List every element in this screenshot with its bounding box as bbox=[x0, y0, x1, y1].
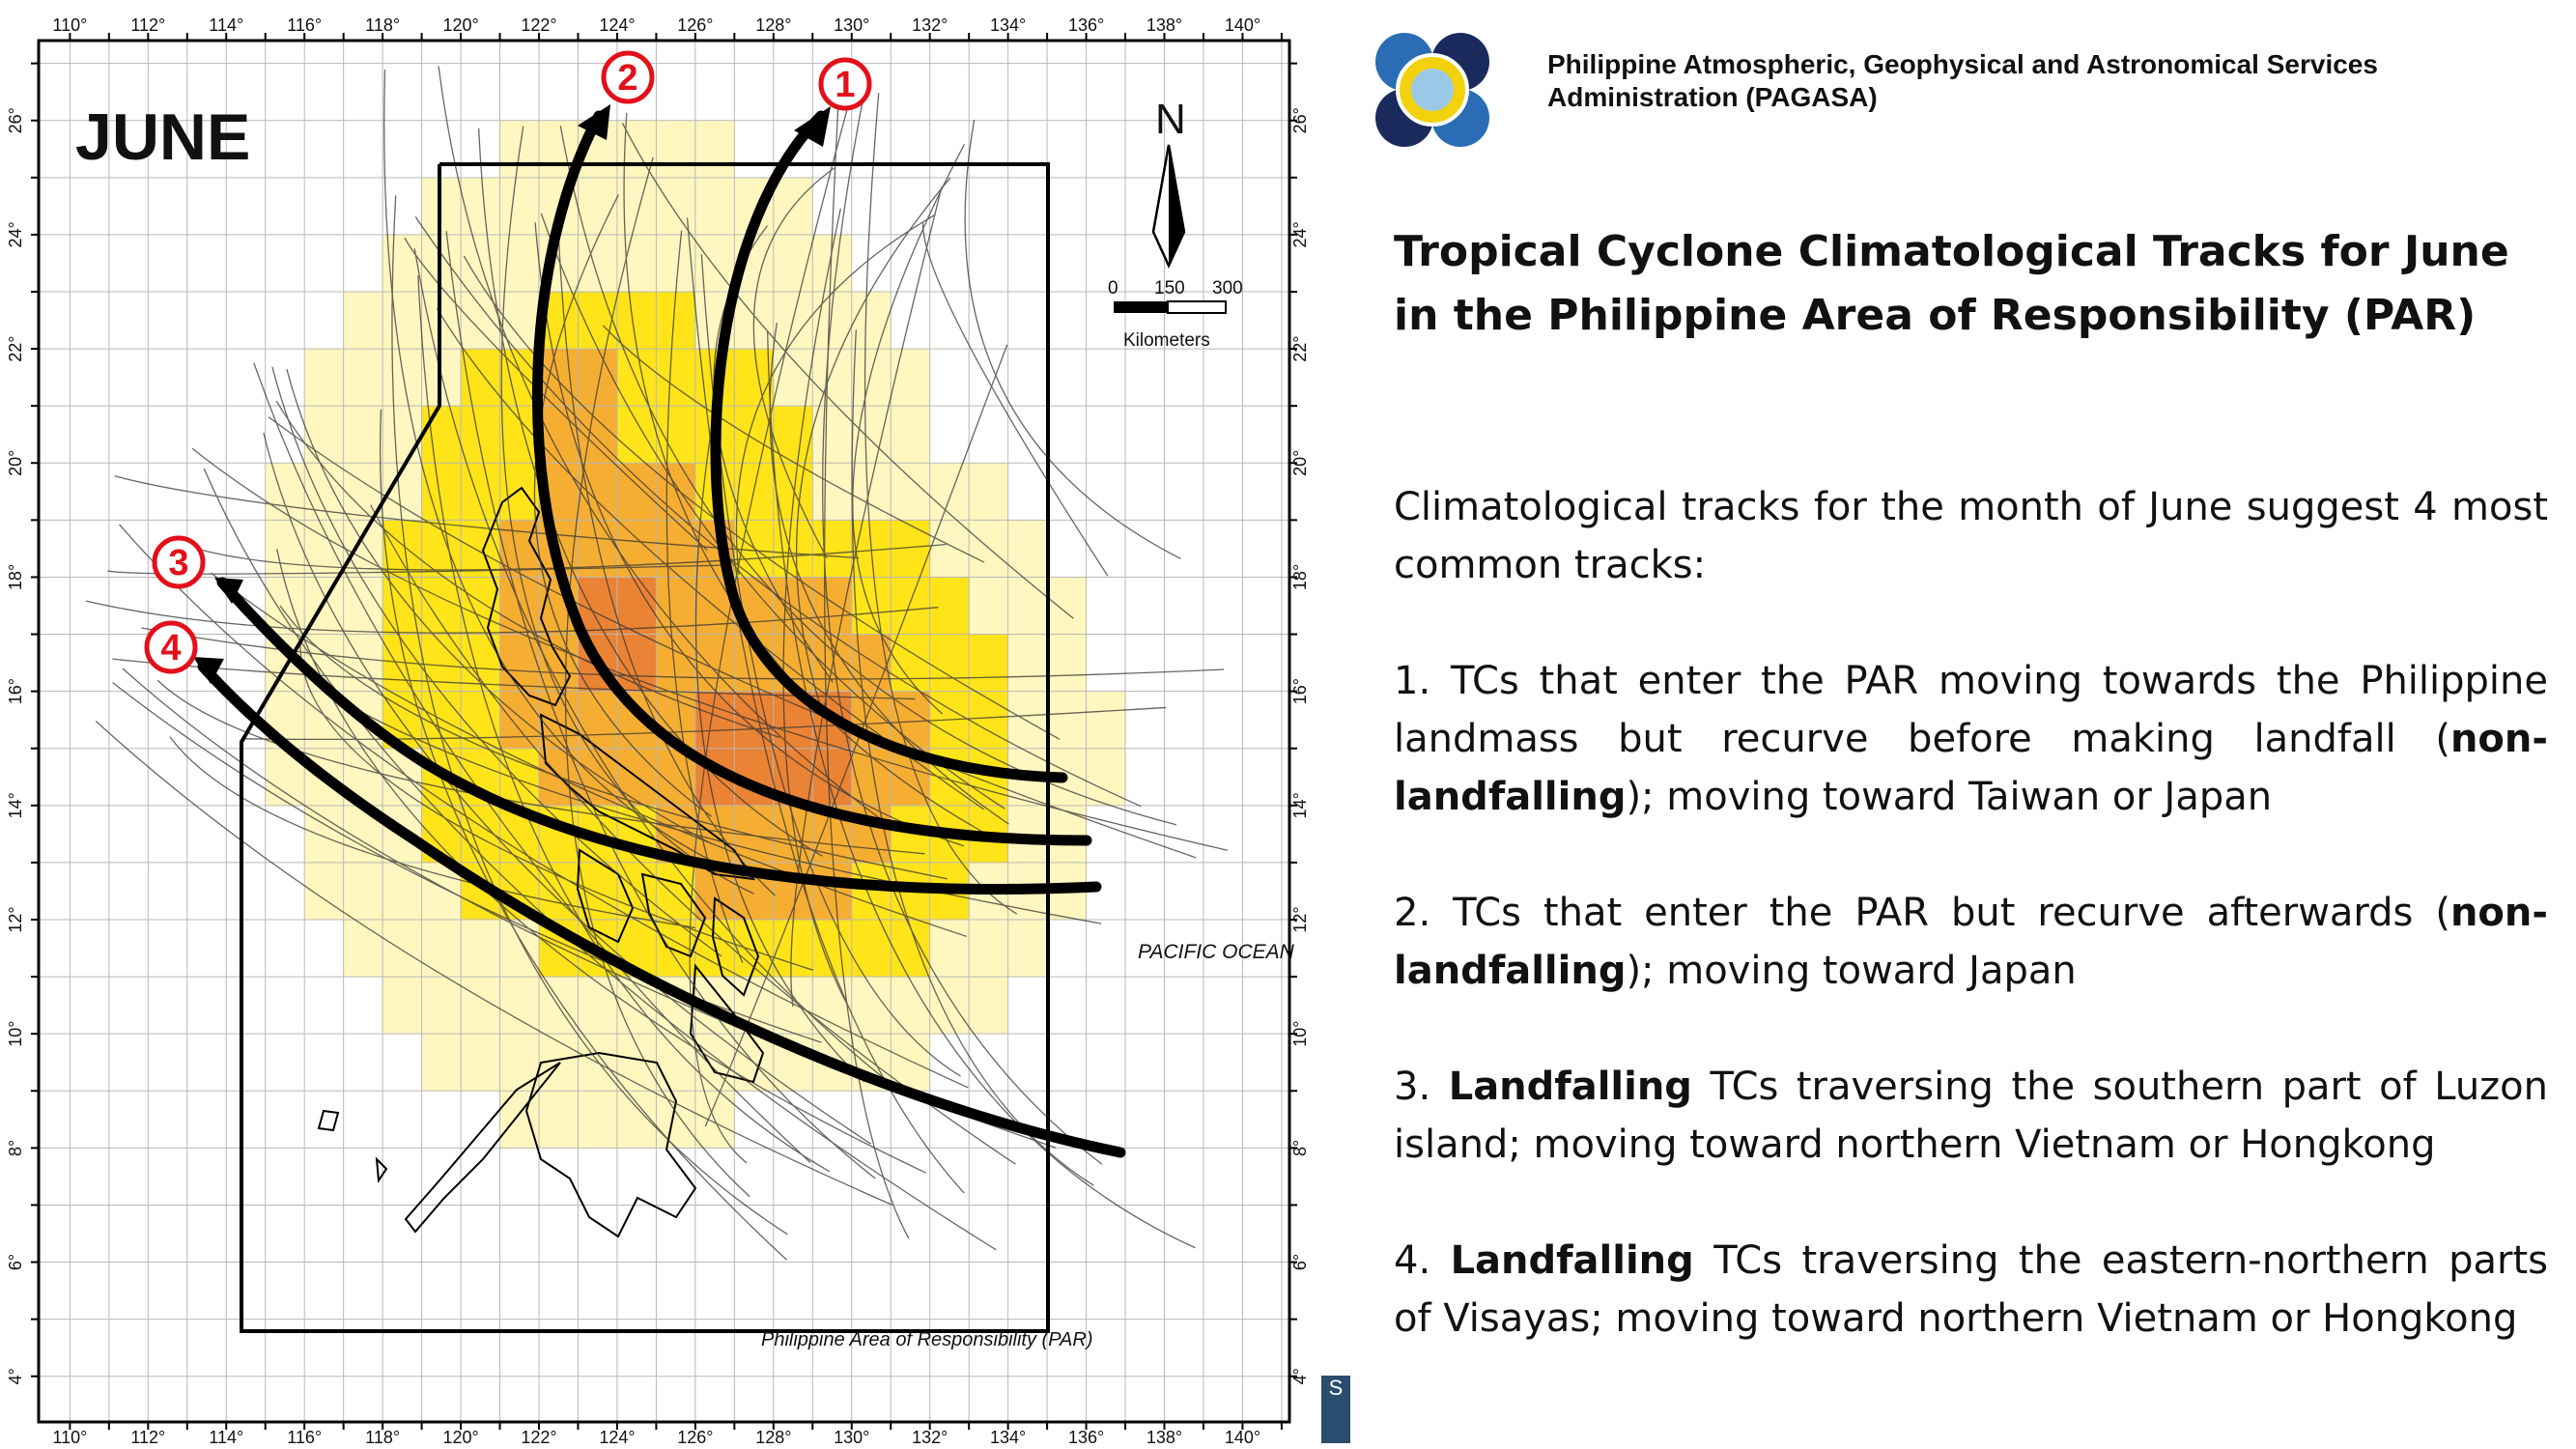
lon-tick-label: 126° bbox=[677, 15, 714, 35]
lon-tick-label: 138° bbox=[1146, 1428, 1183, 1447]
lat-tick-label: 14° bbox=[1290, 792, 1310, 819]
lat-tick-label: 22° bbox=[1290, 335, 1310, 362]
latitude-labels-left bbox=[6, 107, 25, 1384]
lon-tick-label: 136° bbox=[1067, 1428, 1105, 1447]
lat-tick-label: 12° bbox=[6, 906, 25, 933]
lon-tick-label: 134° bbox=[990, 1428, 1027, 1447]
lon-tick-label: 122° bbox=[521, 15, 557, 35]
lon-tick-label: 112° bbox=[130, 1428, 166, 1447]
svg-text:300: 300 bbox=[1212, 278, 1243, 298]
lat-tick-label: 16° bbox=[1290, 678, 1310, 705]
lat-tick-label: 24° bbox=[6, 221, 25, 248]
lon-tick-label: 118° bbox=[365, 1428, 401, 1447]
lat-tick-label: 16° bbox=[6, 678, 25, 705]
lon-tick-label: 110° bbox=[52, 1428, 88, 1447]
lon-tick-label: 126° bbox=[677, 1428, 714, 1447]
lon-tick-label: 130° bbox=[834, 15, 870, 35]
track-description-3: 3. Landfalling TCs traversing the southern part of Luzon island; moving toward northern Vietnam or Hongkong bbox=[1394, 1065, 2548, 1167]
svg-text:2: 2 bbox=[617, 58, 638, 99]
svg-text:1: 1 bbox=[835, 65, 856, 105]
track-description-2: 2. TCs that enter the PAR but recurve afterwards (non-landfalling); moving toward Japan bbox=[1394, 891, 2548, 993]
track-description-1: 1. TCs that enter the PAR moving towards the Philippine landmass but recurve before making landfall (non-landfalling); moving toward Taiwan or Japan bbox=[1394, 659, 2548, 819]
lat-tick-label: 10° bbox=[1290, 1020, 1310, 1047]
slide-title-line-1: Tropical Cyclone Climatological Tracks for June bbox=[1394, 227, 2509, 276]
longitude-labels-bottom bbox=[52, 1428, 1260, 1447]
lat-tick-label: 26° bbox=[1290, 107, 1310, 134]
marker-2 bbox=[604, 53, 652, 101]
lat-tick-label: 12° bbox=[1290, 906, 1310, 933]
lat-tick-label: 6° bbox=[6, 1253, 25, 1271]
agency-header bbox=[1372, 29, 2550, 155]
lon-tick-label: 120° bbox=[442, 15, 479, 35]
lon-tick-label: 124° bbox=[599, 15, 636, 35]
lat-tick-label: 10° bbox=[6, 1020, 25, 1047]
lon-tick-label: 130° bbox=[834, 1428, 870, 1447]
par-label: Philippine Area of Responsibility (PAR) bbox=[761, 1329, 1093, 1350]
lon-tick-label: 116° bbox=[287, 15, 323, 35]
lon-tick-label: 132° bbox=[912, 15, 948, 35]
intro-paragraph: Climatological tracks for the month of June suggest 4 most common tracks: bbox=[1394, 485, 2548, 587]
lat-tick-label: 20° bbox=[6, 449, 25, 476]
lat-tick-label: 6° bbox=[1290, 1253, 1310, 1271]
slide-title bbox=[1394, 220, 2553, 348]
svg-text:3: 3 bbox=[168, 543, 189, 583]
lat-tick-label: 8° bbox=[1290, 1139, 1310, 1156]
marker-1 bbox=[821, 60, 869, 108]
lon-tick-label: 140° bbox=[1224, 1428, 1261, 1447]
lat-tick-label: 20° bbox=[1290, 449, 1310, 476]
svg-text:N: N bbox=[1155, 96, 1186, 143]
svg-text:150: 150 bbox=[1154, 278, 1185, 298]
latitude-labels-right bbox=[1290, 107, 1310, 1384]
lat-tick-label: 4° bbox=[6, 1368, 25, 1385]
lat-tick-label: 24° bbox=[1290, 221, 1310, 248]
lon-tick-label: 134° bbox=[990, 15, 1027, 35]
svg-text:0: 0 bbox=[1108, 278, 1118, 298]
ocean-label: PACIFIC OCEAN bbox=[1138, 941, 1294, 963]
lat-tick-label: 4° bbox=[1290, 1368, 1310, 1385]
month-label: JUNE bbox=[75, 100, 251, 174]
lon-tick-label: 140° bbox=[1224, 15, 1261, 35]
pagasa-logo bbox=[1372, 29, 1493, 151]
slide-title-line-2: in the Philippine Area of Responsibility (PAR) bbox=[1394, 291, 2477, 340]
lat-tick-label: 14° bbox=[6, 792, 25, 819]
lat-tick-label: 22° bbox=[6, 335, 25, 362]
agency-name: Philippine Atmospheric, Geophysical and Astronomical Services Administration (PAGASA) bbox=[1547, 49, 2378, 112]
lon-tick-label: 122° bbox=[521, 1428, 557, 1447]
slide-body bbox=[1394, 478, 2548, 1406]
lon-tick-label: 116° bbox=[287, 1428, 323, 1447]
lon-tick-label: 114° bbox=[209, 15, 244, 35]
marker-3 bbox=[155, 538, 203, 586]
lon-tick-label: 120° bbox=[442, 1428, 479, 1447]
longitude-labels-top bbox=[52, 15, 1260, 35]
track-description-4: 4. Landfalling TCs traversing the eastern-northern parts of Visayas; moving toward northern Vietnam or Hongkong bbox=[1394, 1238, 2548, 1341]
lat-tick-label: 8° bbox=[6, 1139, 25, 1156]
lat-tick-label: 18° bbox=[1290, 563, 1310, 591]
lon-tick-label: 124° bbox=[599, 1428, 636, 1447]
lat-tick-label: 18° bbox=[6, 563, 25, 591]
lat-tick-label: 26° bbox=[6, 107, 25, 134]
svg-text:Kilometers: Kilometers bbox=[1123, 330, 1210, 351]
lon-tick-label: 136° bbox=[1067, 15, 1105, 35]
lon-tick-label: 110° bbox=[52, 15, 88, 35]
lon-tick-label: 138° bbox=[1146, 15, 1183, 35]
lon-tick-label: 112° bbox=[130, 15, 166, 35]
svg-text:4: 4 bbox=[160, 628, 182, 668]
lon-tick-label: 132° bbox=[912, 1428, 948, 1447]
lon-tick-label: 114° bbox=[209, 1428, 244, 1447]
marker-4 bbox=[147, 623, 195, 671]
lon-tick-label: 128° bbox=[755, 15, 792, 35]
side-tab: S bbox=[1321, 1376, 1350, 1443]
lon-tick-label: 118° bbox=[365, 15, 401, 35]
lon-tick-label: 128° bbox=[755, 1428, 792, 1447]
